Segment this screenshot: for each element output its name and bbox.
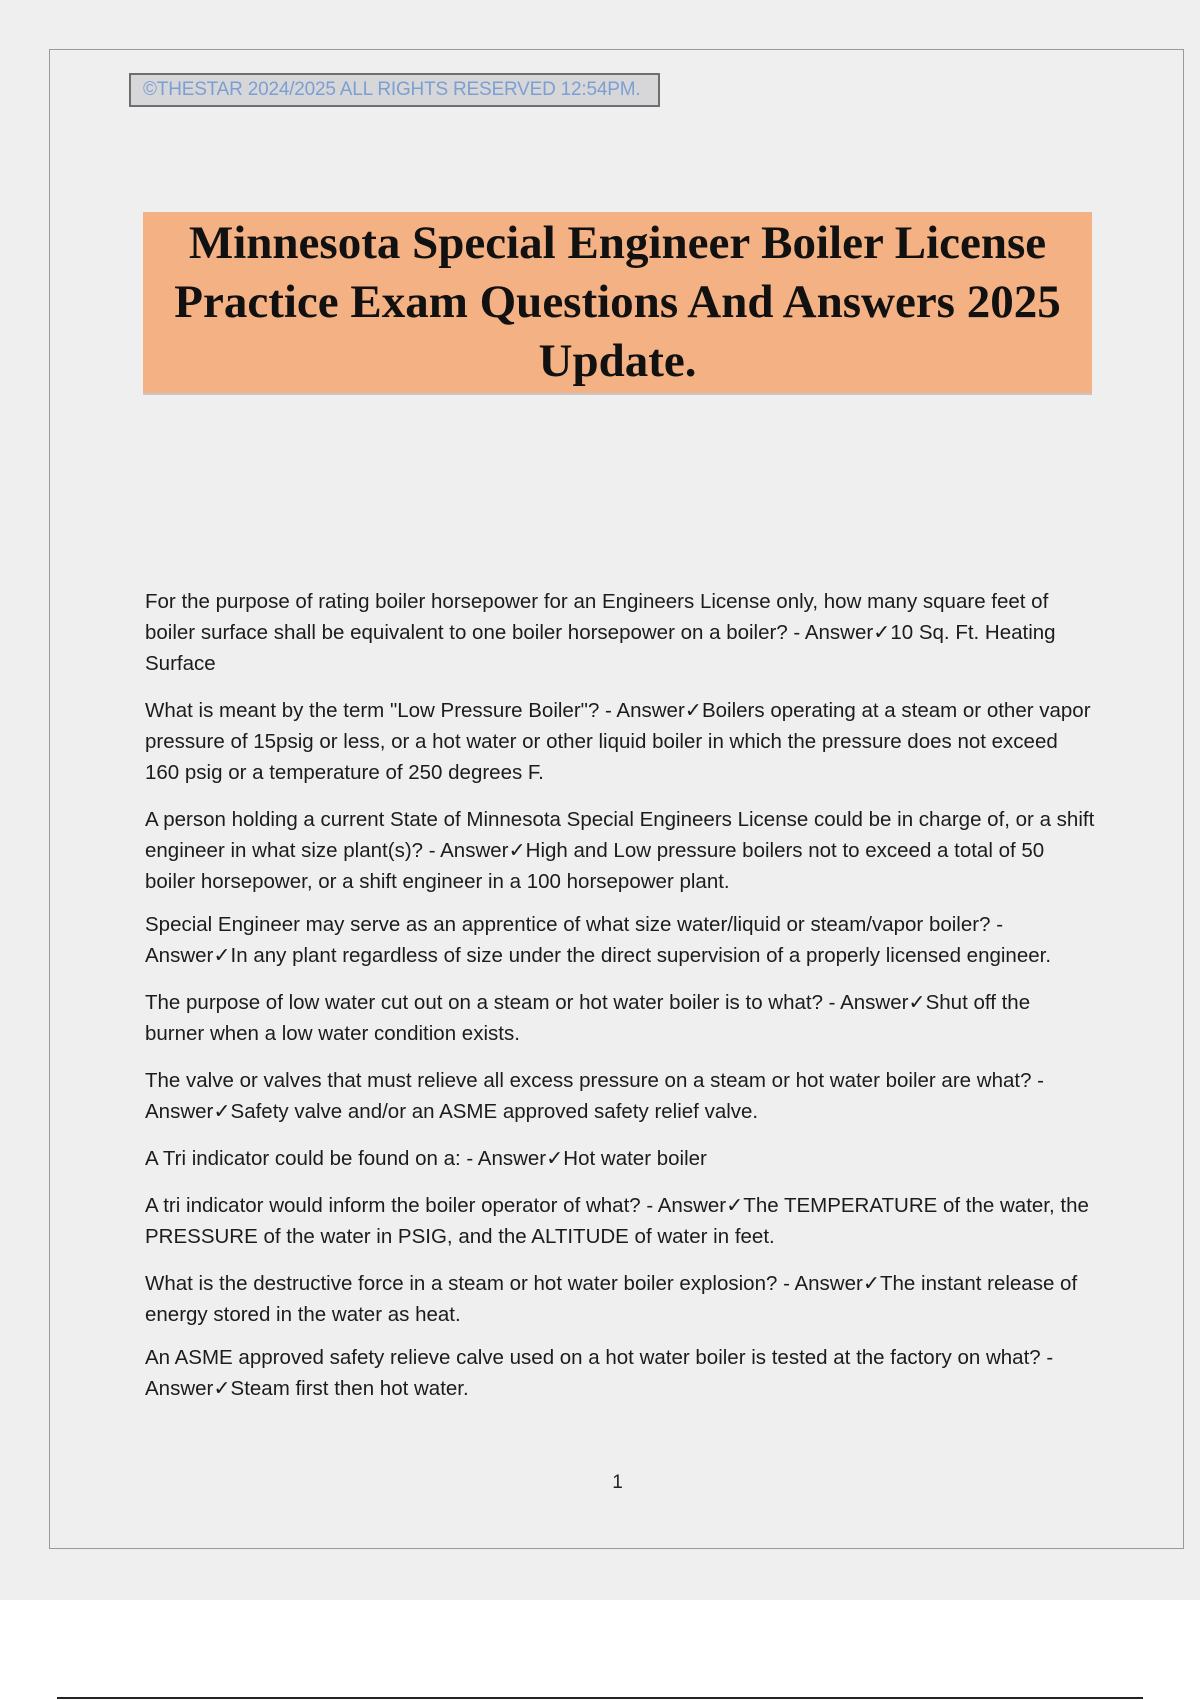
qa-item: The valve or valves that must relieve all excess pressure on a steam or hot water boiler are what? - Answer✓Safety valve and/or an ASME approved safety relief valve. bbox=[145, 1069, 1044, 1123]
qa-item: Special Engineer may serve as an apprentice of what size water/liquid or steam/vapor boiler? - Answer✓In any plant regardless of size under the direct supervision of a properly licensed engineer. bbox=[145, 913, 1052, 967]
title-banner bbox=[143, 212, 1092, 395]
qa-item: What is the destructive force in a steam or hot water boiler explosion? - Answer✓The instant release of energy stored in the water as heat. bbox=[145, 1272, 1078, 1326]
qa-item: A tri indicator would inform the boiler operator of what? - Answer✓The TEMPERATURE of the water, the PRESSURE of the water in PSIG, and the ALTITUDE of water in feet. bbox=[145, 1194, 1089, 1248]
page-number: 1 bbox=[612, 1472, 623, 1493]
qa-item: For the purpose of rating boiler horsepower for an Engineers License only, how many square feet of boiler surface shall be equivalent to one boiler horsepower on a boiler? - Answer✓10 Sq. Ft. Heating Surface bbox=[145, 590, 1056, 675]
next-page-top-rule bbox=[57, 1697, 1143, 1699]
copyright-notice: ©THESTAR 2024/2025 ALL RIGHTS RESERVED 12:54PM. bbox=[129, 73, 660, 107]
qa-item: The purpose of low water cut out on a steam or hot water boiler is to what? - Answer✓Shut off the burner when a low water condition exists. bbox=[145, 991, 1031, 1045]
qa-item: A Tri indicator could be found on a: - Answer✓Hot water boiler bbox=[145, 1147, 707, 1170]
qa-item: An ASME approved safety relieve calve used on a hot water boiler is tested at the factory on what? - Answer✓Steam first then hot water. bbox=[145, 1346, 1054, 1400]
qa-list bbox=[145, 586, 1095, 1420]
qa-item: What is meant by the term "Low Pressure Boiler"? - Answer✓Boilers operating at a steam or other vapor pressure of 15psig or less, or a hot water or other liquid boiler in which the pressure does not exceed 160 psig or a temperature of 250 degrees F. bbox=[145, 699, 1091, 784]
document-title: Minnesota Special Engineer Boiler License Practice Exam Questions And Answers 2025 Update. bbox=[174, 217, 1061, 387]
qa-item: A person holding a current State of Minnesota Special Engineers License could be in charge of, or a shift engineer in what size plant(s)? - Answer✓High and Low pressure boilers not to exceed a total of 50 boiler horsepower, or a shift engineer in a 100 horsepower plant. bbox=[145, 808, 1095, 893]
